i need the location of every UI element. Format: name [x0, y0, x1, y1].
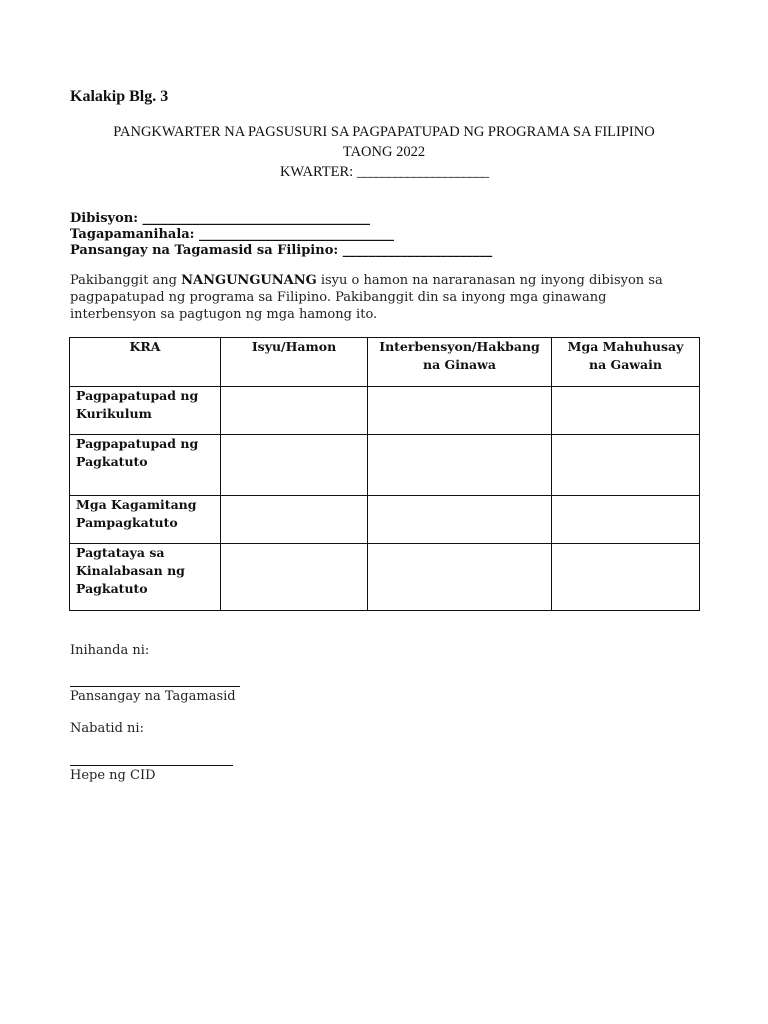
kra-cell: Pagpapatupad ng Pagkatuto [70, 435, 221, 496]
instructions-line-1-end: isyu o hamon na nararanasan ng inyong dibisyon sa [316, 273, 663, 288]
best-practice-cell[interactable] [552, 435, 700, 496]
instructions-line-2: pagpapatupad ng programa sa Filipino. Pakibanggit din sa inyong mga ginawang [70, 290, 607, 305]
quarter-blank: _____________________ [356, 164, 489, 180]
best-practice-cell[interactable] [552, 544, 700, 611]
prepared-by-label: Inihanda ni: [70, 643, 150, 658]
issue-cell[interactable] [221, 496, 368, 544]
column-header-intervention: Interbensyon/Hakbang na Ginawa [368, 338, 552, 387]
issue-cell[interactable] [221, 544, 368, 611]
intervention-cell[interactable] [368, 544, 552, 611]
column-header-best-practices: Mga Mahuhusay na Gawain [552, 338, 700, 387]
prepared-by-title: Pansangay na Tagamasid [70, 689, 236, 704]
noted-by-label: Nabatid ni: [70, 721, 144, 736]
issue-cell[interactable] [221, 387, 368, 435]
instructions-line-3: interbensyon sa pagtugon ng mga hamong ito. [70, 307, 378, 322]
instructions-emphasis: NANGUNGUNANG [181, 273, 317, 288]
title-line-1: PANGKWARTER NA PAGSUSURI SA PAGPAPATUPAD NG PROGRAMA SA FILIPINO [113, 124, 655, 140]
table-header-row [70, 338, 700, 387]
column-header-kra: KRA [70, 338, 221, 387]
noted-by-title: Hepe ng CID [70, 768, 156, 783]
division-field: Dibisyon: ___________________________________ [70, 211, 371, 226]
intervention-cell[interactable] [368, 387, 552, 435]
noted-signature-line [70, 765, 233, 766]
quarter-line [0, 162, 768, 182]
division-info [70, 211, 492, 259]
table-row [70, 544, 700, 611]
best-practice-cell[interactable] [552, 387, 700, 435]
quarter-label: KWARTER: [279, 164, 354, 180]
document-title [0, 122, 768, 182]
table-row [70, 496, 700, 544]
intervention-cell[interactable] [368, 435, 552, 496]
attachment-number: Kalakip Blg. 3 [70, 88, 169, 105]
supervisor-field: Pansangay na Tagamasid sa Filipino: _______________________ [70, 243, 493, 258]
superintendent-field: Tagapamanihala: ______________________________ [70, 227, 395, 242]
kra-cell: Pagtataya sa Kinalabasan ng Pagkatuto [70, 544, 221, 611]
table-row [70, 435, 700, 496]
intervention-cell[interactable] [368, 496, 552, 544]
instructions-line-1 [70, 272, 700, 289]
column-header-issue: Isyu/Hamon [221, 338, 368, 387]
title-line-2: TAONG 2022 [342, 144, 426, 160]
kra-table [69, 337, 700, 611]
instructions-paragraph [70, 272, 700, 323]
kra-cell: Pagpapatupad ng Kurikulum [70, 387, 221, 435]
issue-cell[interactable] [221, 435, 368, 496]
instructions-line-1-start: Pakibanggit ang [70, 273, 182, 288]
table-row [70, 387, 700, 435]
prepared-signature-line [70, 686, 240, 687]
best-practice-cell[interactable] [552, 496, 700, 544]
kra-cell: Mga Kagamitang Pampagkatuto [70, 496, 221, 544]
